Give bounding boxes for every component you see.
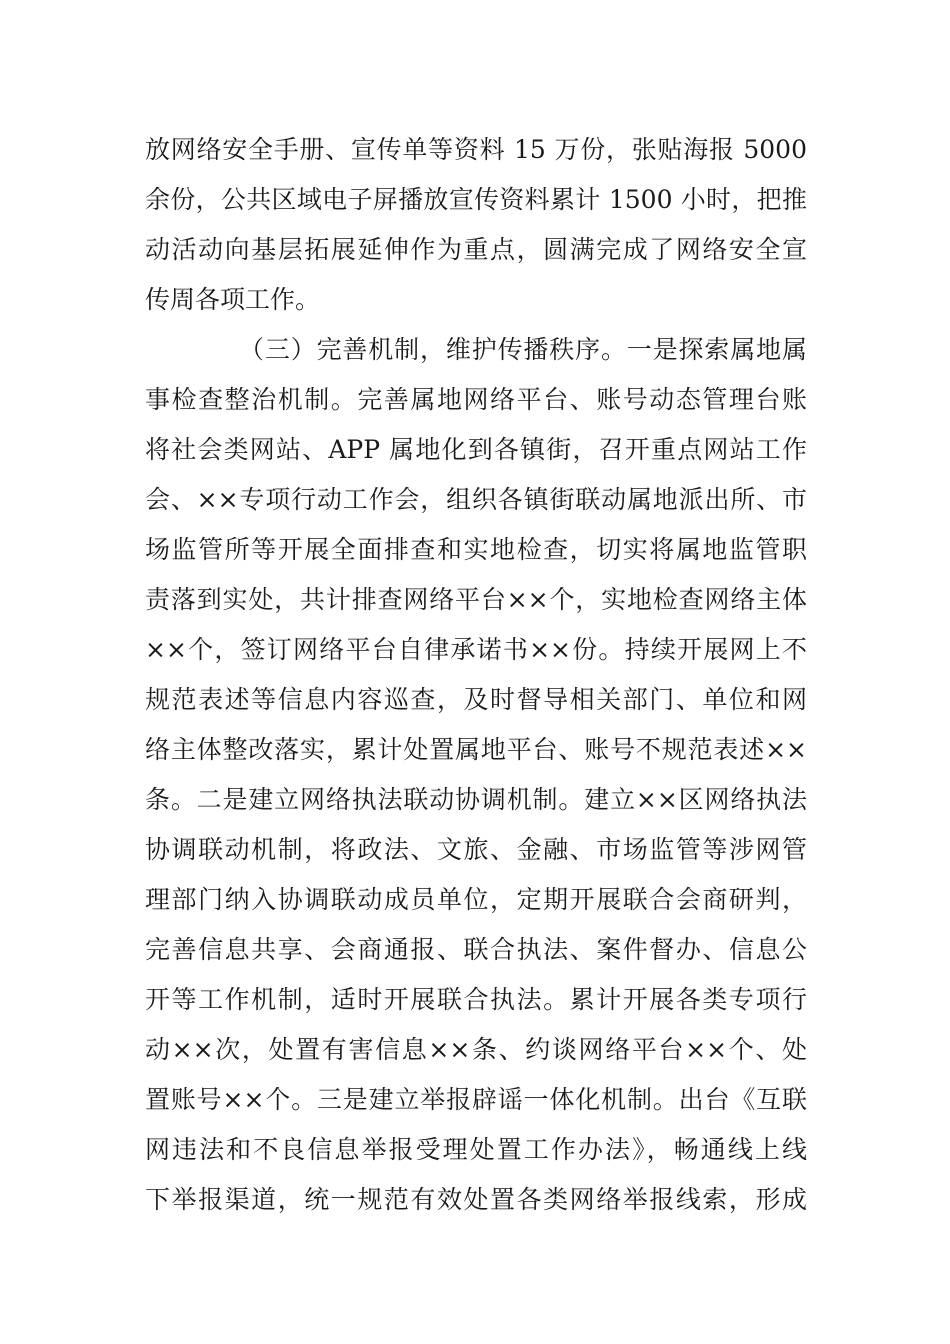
paragraph-line: 协调联动机制，将政法、文旅、金融、市场监管等涉网管 — [145, 835, 807, 864]
paragraph-line: 传周各项工作。 — [145, 285, 321, 314]
paragraph-line: ××个，签订网络平台自律承诺书××份。持续开展网上不 — [145, 635, 807, 664]
paragraph-line: 将社会类网站、APP 属地化到各镇街，召开重点网站工作 — [145, 435, 807, 464]
section-heading-line: （三）完善机制，维护传播秩序。一是探索属地属 — [239, 335, 807, 364]
paragraph-line: 动活动向基层拓展延伸作为重点，圆满完成了网络安全宣 — [145, 235, 807, 264]
paragraph-line: 完善信息共享、会商通报、联合执法、案件督办、信息公 — [145, 935, 807, 964]
paragraph-line: 络主体整改落实，累计处置属地平台、账号不规范表述×× — [145, 735, 807, 764]
paragraph-line: 网违法和不良信息举报受理处置工作办法》，畅通线上线 — [145, 1135, 807, 1164]
paragraph-line: 余份，公共区域电子屏播放宣传资料累计 1500 小时，把推 — [145, 185, 807, 214]
paragraph-line: 动××次，处置有害信息××条、约谈网络平台××个、处 — [145, 1035, 807, 1064]
paragraph-line: 规范表述等信息内容巡查，及时督导相关部门、单位和网 — [145, 685, 807, 714]
paragraph-line: 责落到实处，共计排查网络平台××个，实地检查网络主体 — [145, 585, 807, 614]
paragraph-line: 条。二是建立网络执法联动协调机制。建立××区网络执法 — [145, 785, 807, 814]
paragraph-line: 开等工作机制，适时开展联合执法。累计开展各类专项行 — [145, 985, 807, 1014]
paragraph-line: 会、××专项行动工作会，组织各镇街联动属地派出所、市 — [145, 485, 807, 514]
paragraph-line: 置账号××个。三是建立举报辟谣一体化机制。出台《互联 — [145, 1085, 807, 1114]
paragraph-line: 下举报渠道，统一规范有效处置各类网络举报线索，形成 — [145, 1185, 807, 1214]
paragraph-line: 理部门纳入协调联动成员单位，定期开展联合会商研判， — [145, 885, 807, 914]
paragraph-line: 事检查整治机制。完善属地网络平台、账号动态管理台账 — [145, 385, 807, 414]
paragraph-line: 场监管所等开展全面排查和实地检查，切实将属地监管职 — [145, 535, 807, 564]
paragraph-line: 放网络安全手册、宣传单等资料 15 万份，张贴海报 5000 — [145, 135, 807, 164]
